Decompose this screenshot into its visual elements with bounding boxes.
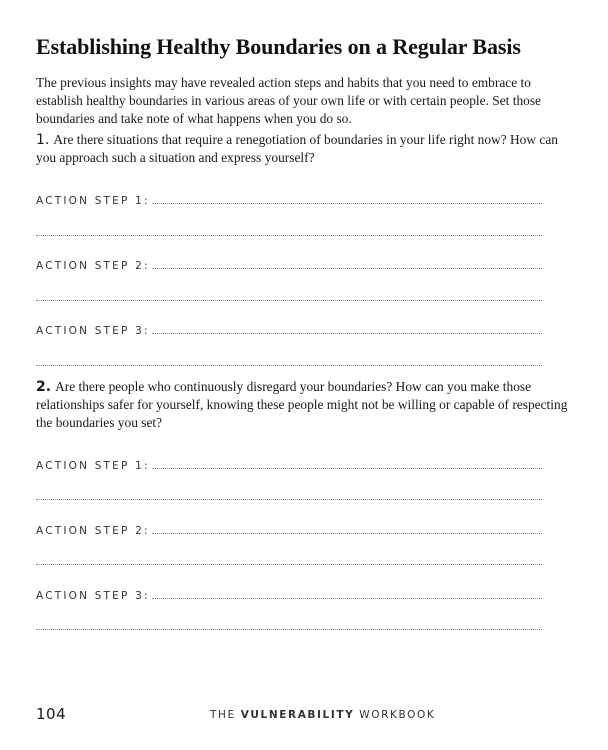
q1-action-step-1-line xyxy=(152,203,542,204)
q2-action-step-2-extra-line[interactable] xyxy=(36,564,542,565)
running-footer xyxy=(210,709,435,721)
q1-action-step-2-row[interactable] xyxy=(36,256,542,272)
q2-action-step-3-extra-line[interactable] xyxy=(36,629,542,630)
footer-book-suffix: WORKBOOK xyxy=(359,709,436,721)
q2-action-step-3-row[interactable] xyxy=(36,586,542,602)
q1-action-step-1-row[interactable] xyxy=(36,191,542,207)
q2-action-step-3-line xyxy=(152,598,542,599)
q2-action-step-1-label: ACTION STEP 1: xyxy=(36,460,150,472)
q1-action-step-2-label: ACTION STEP 2: xyxy=(36,260,150,272)
q2-action-step-3-label: ACTION STEP 3: xyxy=(36,590,150,602)
question-2-text: Are there people who continuously disregard your boundaries? How can you make those relationships safer for yourself, knowing these people might not be willing or capable of respecting the boundaries you set? xyxy=(36,379,568,430)
q2-action-step-1-extra-line[interactable] xyxy=(36,499,542,500)
footer-book-title: VULNERABILITY xyxy=(240,709,355,721)
q1-action-step-1-extra-line[interactable] xyxy=(36,235,542,236)
q1-action-step-1-label: ACTION STEP 1: xyxy=(36,195,150,207)
footer-book-prefix: THE xyxy=(210,709,236,721)
question-2 xyxy=(36,378,568,432)
workbook-page xyxy=(36,0,568,750)
q2-action-step-1-row[interactable] xyxy=(36,456,542,472)
q1-action-step-3-label: ACTION STEP 3: xyxy=(36,325,150,337)
intro-paragraph: The previous insights may have revealed action steps and habits that you need to embrace to establish healthy boundaries in various areas of your own life or with certain people. Set those boundaries and take note of what happens when you do so. xyxy=(36,75,541,126)
q2-action-step-2-row[interactable] xyxy=(36,521,542,537)
question-1-text: Are there situations that require a renegotiation of boundaries in your life right now? How can you approach such a situation and express yourself? xyxy=(36,132,558,165)
q1-action-step-2-extra-line[interactable] xyxy=(36,300,542,301)
q1-action-step-3-line xyxy=(152,333,542,334)
q1-action-step-2-line xyxy=(152,268,542,269)
question-1-number: 1. xyxy=(36,132,50,148)
q1-action-step-3-extra-line[interactable] xyxy=(36,365,542,366)
question-1 xyxy=(36,131,568,167)
page-number: 104 xyxy=(36,705,67,723)
q2-action-step-2-line xyxy=(152,533,542,534)
q1-action-step-3-row[interactable] xyxy=(36,321,542,337)
question-2-number: 2. xyxy=(36,379,52,395)
q2-action-step-1-line xyxy=(152,468,542,469)
q2-action-step-2-label: ACTION STEP 2: xyxy=(36,525,150,537)
page-title: Establishing Healthy Boundaries on a Regular Basis xyxy=(36,34,521,59)
